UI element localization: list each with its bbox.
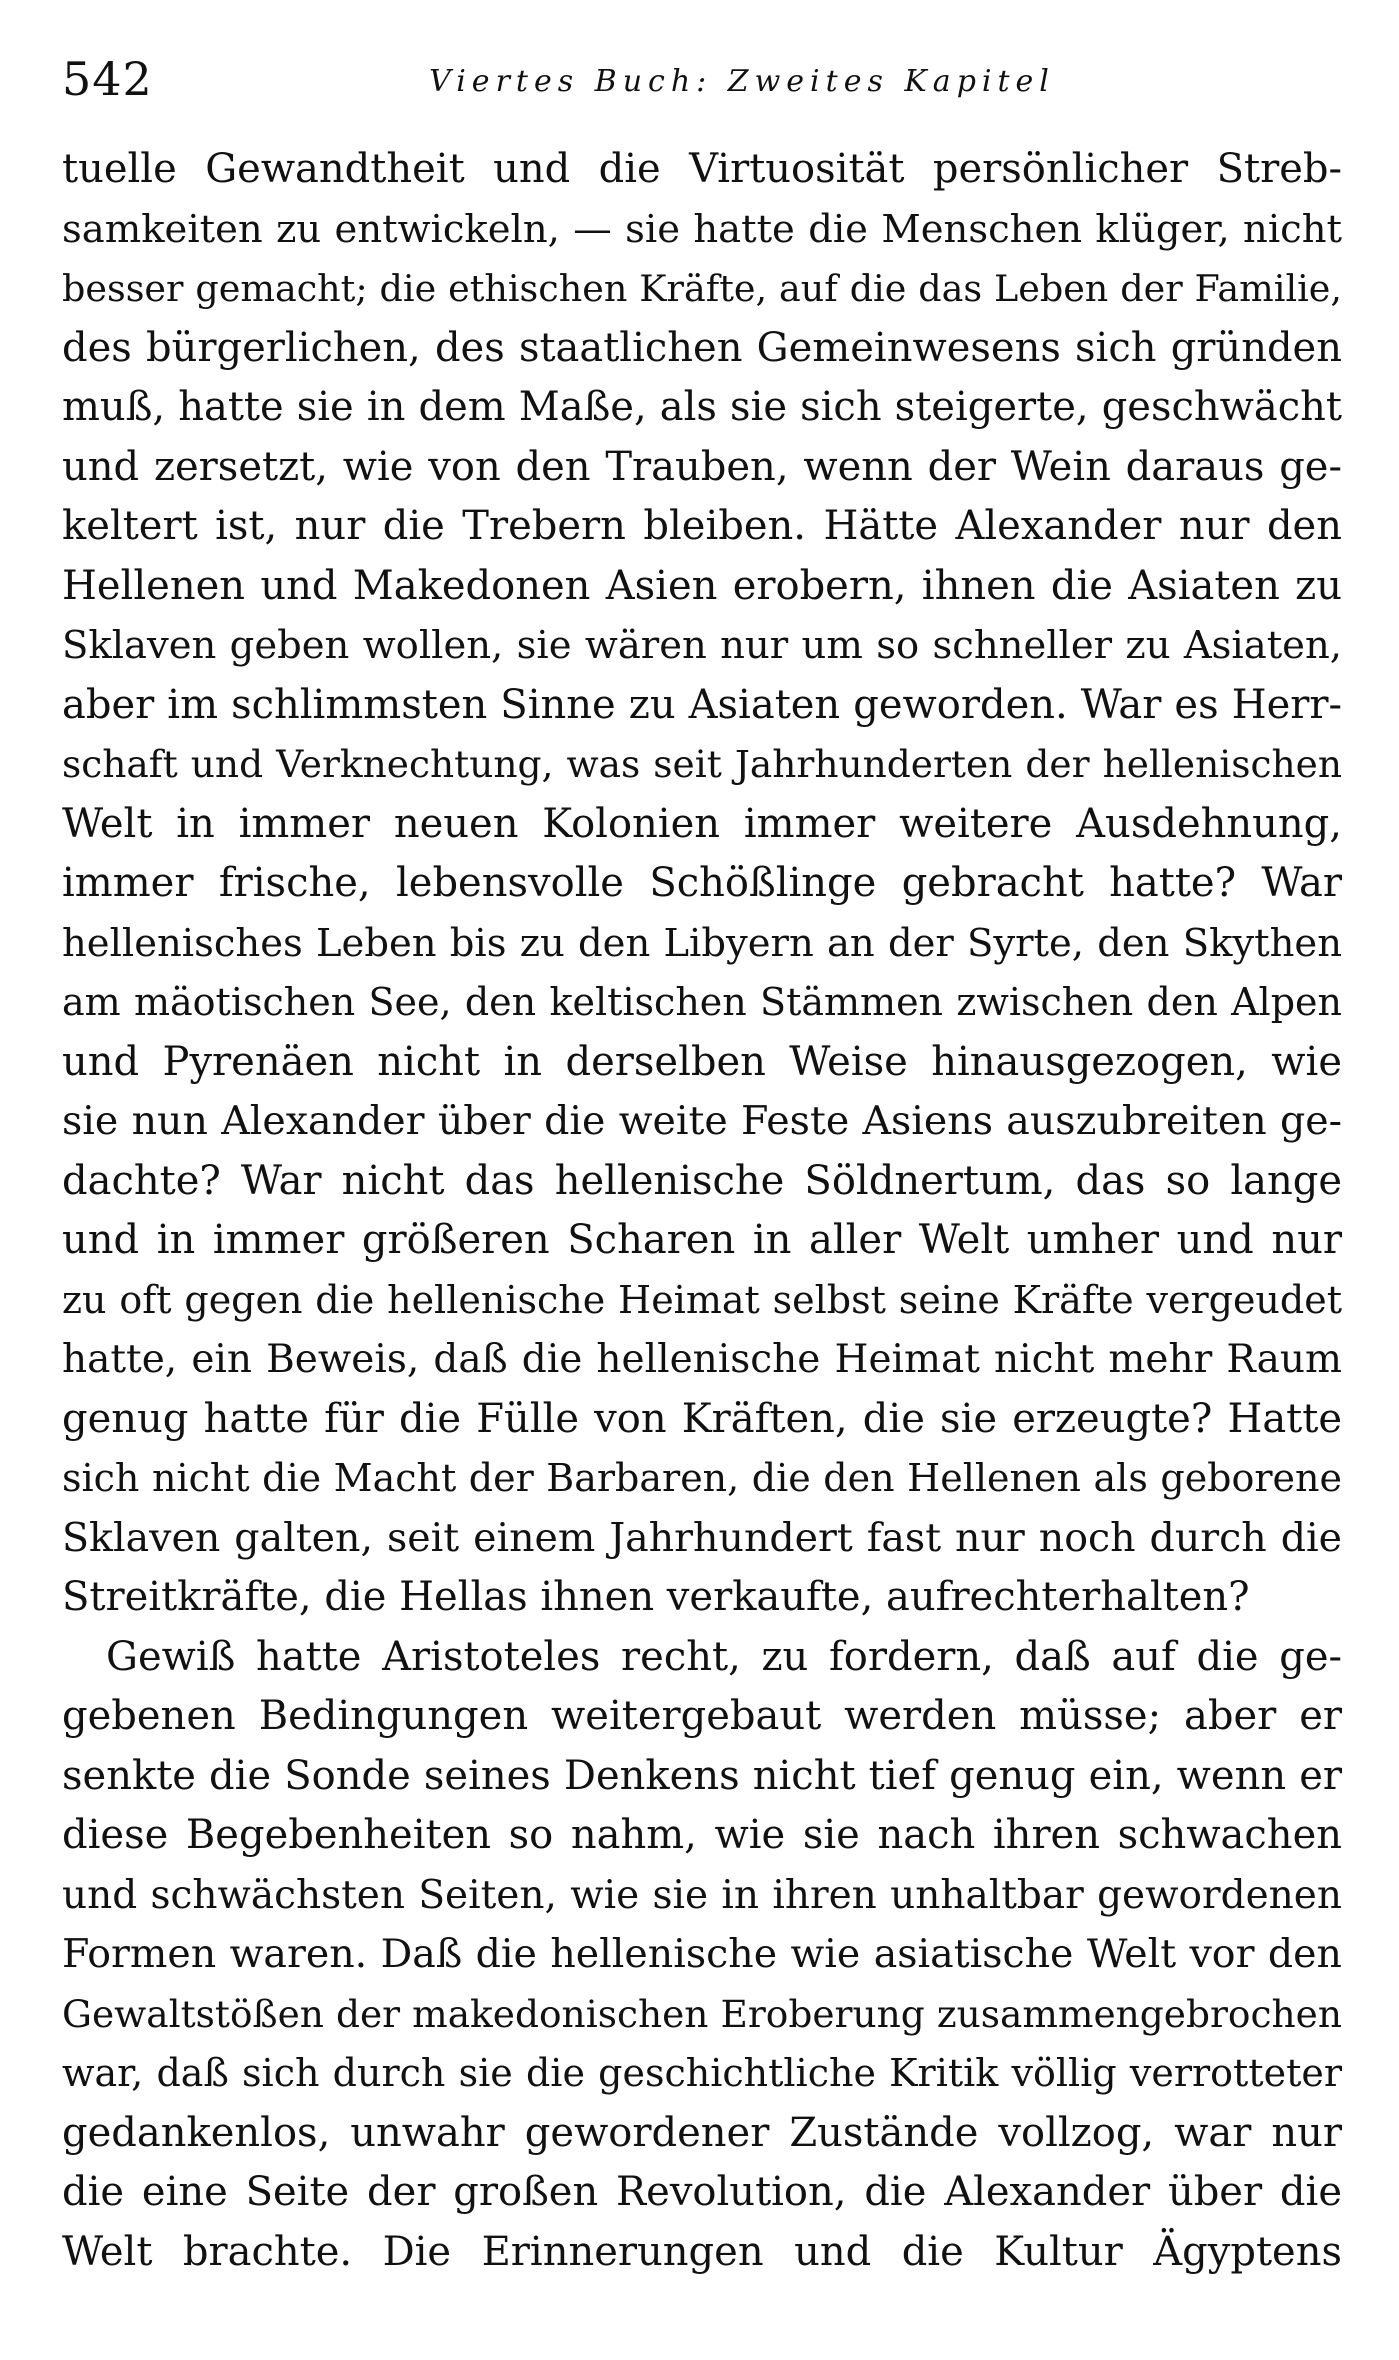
text-line: und schwächsten Seiten, wie sie in ihren unhaltbar gewordenen	[62, 1872, 1342, 1918]
text-line: immer frische, lebensvolle Schößlinge gebracht hatte? War	[62, 860, 1342, 906]
text-line: besser gemacht; die ethischen Kräfte, auf die das Leben der Familie,	[62, 267, 1342, 310]
text-line: Welt brachte. Die Erinnerungen und die Kultur Ägyptens	[62, 2228, 1342, 2275]
page-header	[62, 44, 1342, 114]
page-number: 542	[62, 52, 153, 106]
text-line: keltert ist, nur die Trebern bleiben. Hätte Alexander nur den	[62, 503, 1342, 549]
text-line: Gewiß hatte Aristoteles recht, zu fordern, daß auf die ge-	[106, 1633, 1342, 1680]
text-line: war, daß sich durch sie die geschichtliche Kritik völlig verrotteter	[62, 2051, 1342, 2095]
text-line: hatte, ein Beweis, daß die hellenische Heimat nicht mehr Raum	[62, 1337, 1342, 1382]
text-line: und zersetzt, wie von den Trauben, wenn der Wein daraus ge-	[62, 443, 1342, 490]
text-line: schaft und Verknechtung, was seit Jahrhunderten der hellenischen	[62, 742, 1342, 786]
paragraph-2	[62, 1628, 1342, 2283]
text-line: die eine Seite der großen Revolution, die Alexander über die	[62, 2169, 1342, 2215]
text-line: Gewaltstößen der makedonischen Eroberung zusammengebrochen	[62, 1991, 1342, 2036]
text-line: sie nun Alexander über die weite Feste Asiens auszubreiten ge-	[62, 1098, 1342, 1144]
text-line: tuelle Gewandtheit und die Virtuosität persönlicher Streb-	[62, 146, 1342, 192]
text-line: senkte die Sonde seines Denkens nicht tief genug ein, wenn er	[62, 1752, 1342, 1799]
text-line: samkeiten zu entwickeln, — sie hatte die Menschen klüger, nicht	[62, 206, 1342, 252]
text-line: und in immer größeren Scharen in aller Welt umher und nur	[62, 1217, 1342, 1263]
text-line: dachte? War nicht das hellenische Söldnertum, das so lange	[62, 1157, 1342, 1204]
text-line: des bürgerlichen, des staatlichen Gemeinwesens sich gründen	[62, 324, 1342, 371]
text-line: Sklaven galten, seit einem Jahrhundert fast nur noch durch die	[62, 1514, 1342, 1561]
text-line: und Pyrenäen nicht in derselben Weise hinausgezogen, wie	[62, 1038, 1342, 1085]
text-line: Formen waren. Daß die hellenische wie asiatische Welt vor den	[62, 1931, 1342, 1977]
text-line: zu oft gegen die hellenische Heimat selbst seine Kräfte vergeudet	[62, 1277, 1342, 1322]
body-text	[62, 140, 1342, 2282]
text-line: Streitkräfte, die Hellas ihnen verkaufte, aufrechterhalten?	[62, 1574, 1250, 1620]
text-line: Hellenen und Makedonen Asien erobern, ihnen die Asiaten zu	[62, 562, 1342, 609]
running-head: Viertes Buch: Zweites Kapitel	[429, 64, 1055, 99]
text-line: Sklaven geben wollen, sie wären nur um so schneller zu Asiaten,	[62, 623, 1342, 668]
text-line: genug hatte für die Fülle von Kräften, die sie erzeugte? Hatte	[62, 1395, 1342, 1442]
text-line: aber im schlimmsten Sinne zu Asiaten geworden. War es Herr-	[62, 681, 1342, 728]
text-line: sich nicht die Macht der Barbaren, die den Hellenen als geborene	[62, 1456, 1342, 1500]
text-line: muß, hatte sie in dem Maße, als sie sich steigerte, geschwächt	[62, 384, 1342, 430]
paragraph-1	[62, 140, 1342, 1628]
text-line: hellenisches Leben bis zu den Libyern an der Syrte, den Skythen	[62, 920, 1342, 966]
text-line: diese Begebenheiten so nahm, wie sie nach ihren schwachen	[62, 1812, 1342, 1858]
text-line: gebenen Bedingungen weitergebaut werden müsse; aber er	[62, 1693, 1342, 1739]
text-line: Welt in immer neuen Kolonien immer weitere Ausdehnung,	[62, 800, 1342, 847]
text-line: gedankenlos, unwahr gewordener Zustände vollzog, war nur	[62, 2109, 1342, 2156]
text-line: am mäotischen See, den keltischen Stämmen zwischen den Alpen	[62, 980, 1342, 1024]
